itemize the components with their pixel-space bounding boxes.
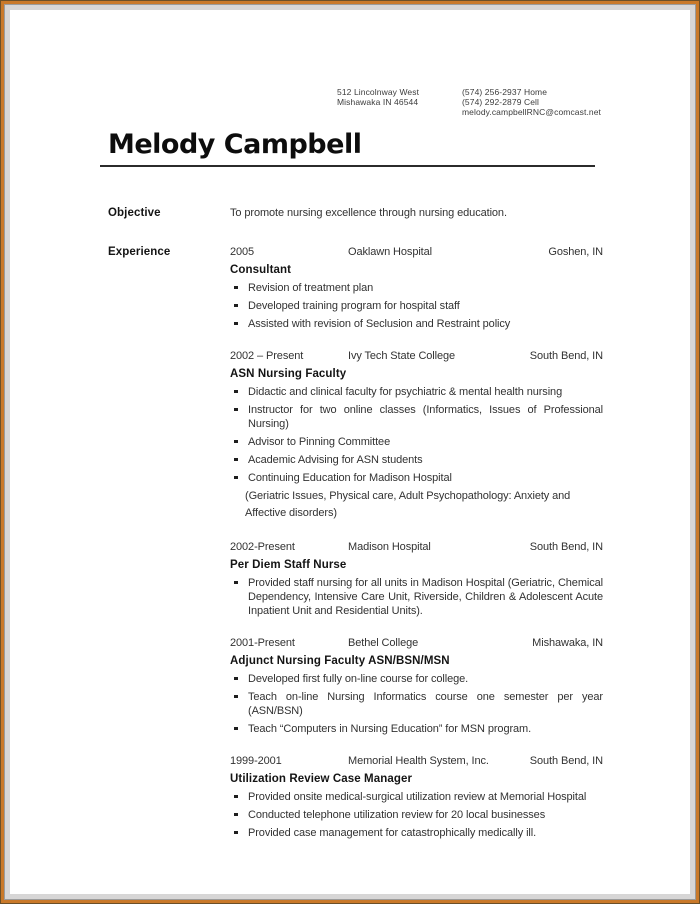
job-organization: Ivy Tech State College: [348, 349, 456, 362]
section-label-experience: Experience: [108, 245, 171, 258]
job-bullet-list: [230, 385, 603, 485]
job-dates: 2002 – Present: [230, 349, 304, 362]
person-name: Melody Campbell: [108, 128, 362, 160]
job-organization: Bethel College: [348, 636, 419, 649]
contact-phone-home: (574) 256-2937 Home: [462, 87, 548, 97]
job-location: Goshen, IN: [548, 245, 603, 258]
job-bullet: Provided case management for catastrophically medically ill.: [230, 826, 603, 840]
contact-email: melody.campbellRNC@comcast.net: [462, 107, 602, 117]
job-entry-bethel: [230, 636, 603, 736]
job-bullet: Developed first fully on-line course for college.: [230, 672, 603, 686]
job-header: [230, 540, 603, 554]
job-organization: Madison Hospital: [348, 540, 431, 553]
job-location: South Bend, IN: [529, 349, 603, 362]
section-label-objective: Objective: [108, 206, 161, 219]
contact-address-line2: Mishawaka IN 46544: [337, 96, 419, 107]
resume-page: [10, 10, 690, 894]
job-dates: 2005: [230, 245, 255, 258]
job-organization: Oaklawn Hospital: [348, 245, 432, 258]
job-dates: 1999-2001: [230, 754, 282, 767]
job-bullet: Assisted with revision of Seclusion and Restraint policy: [230, 317, 603, 331]
job-bullet-list: [230, 576, 603, 618]
resume-body: [108, 206, 603, 840]
job-bullet: Revision of treatment plan: [230, 281, 603, 295]
header-rule: [100, 165, 595, 167]
job-bullet: Teach on-line Nursing Informatics course one semester per year (ASN/BSN): [230, 690, 603, 718]
job-title: Per Diem Staff Nurse: [230, 558, 347, 571]
job-entry-memorial: [230, 754, 603, 840]
experience-jobs: [230, 245, 603, 840]
job-entry-madison: [230, 540, 603, 618]
job-bullet-list: [230, 672, 603, 736]
job-entry-ivy-tech: [230, 349, 603, 522]
job-title: Consultant: [230, 263, 292, 276]
job-location: South Bend, IN: [529, 540, 603, 553]
job-header: [230, 636, 603, 650]
page-matte: [4, 4, 696, 900]
job-bullet: Conducted telephone utilization review for 20 local businesses: [230, 808, 603, 822]
job-title: ASN Nursing Faculty: [230, 367, 347, 380]
job-bullet-note: [230, 488, 603, 522]
job-note-line: (Geriatric Issues, Physical care, Adult Psychopathology: Anxiety and: [245, 489, 571, 502]
job-dates: 2002-Present: [230, 540, 295, 553]
objective-text: To promote nursing excellence through nursing education.: [230, 206, 507, 219]
contact-address-line1: 512 Lincolnway West: [337, 87, 420, 97]
job-bullet: Teach “Computers in Nursing Education” for MSN program.: [230, 722, 603, 736]
job-bullet: Developed training program for hospital staff: [230, 299, 603, 313]
job-bullet: Advisor to Pinning Committee: [230, 435, 603, 449]
job-header: [230, 754, 603, 768]
job-bullet: Academic Advising for ASN students: [230, 453, 603, 467]
job-bullet-list: [230, 790, 603, 840]
contact-phones: [462, 88, 601, 118]
job-bullet-list: [230, 281, 603, 331]
job-organization: Memorial Health System, Inc.: [348, 754, 489, 767]
job-bullet: Provided onsite medical-surgical utilization review at Memorial Hospital: [230, 790, 603, 804]
job-bullet: Continuing Education for Madison Hospital: [230, 471, 603, 485]
job-entry-oaklawn: [230, 245, 603, 331]
job-location: South Bend, IN: [529, 754, 603, 767]
job-title: Adjunct Nursing Faculty ASN/BSN/MSN: [230, 654, 450, 667]
job-title: Utilization Review Case Manager: [230, 772, 413, 785]
job-bullet: Didactic and clinical faculty for psychiatric & mental health nursing: [230, 385, 603, 399]
job-note-line: Affective disorders): [245, 506, 337, 519]
job-dates: 2001-Present: [230, 636, 295, 649]
contact-phone-cell: (574) 292-2879 Cell: [462, 96, 540, 107]
job-header: [230, 245, 603, 259]
job-location: Mishawaka, IN: [532, 636, 603, 649]
job-bullet: Instructor for two online classes (Informatics, Issues of Professional Nursing): [230, 403, 603, 431]
contact-address: [337, 88, 462, 118]
contact-block: [337, 10, 690, 118]
job-header: [230, 349, 603, 363]
job-bullet: Provided staff nursing for all units in Madison Hospital (Geriatric, Chemical Dependency, Intensive Care Unit, Riverside, Children & Adolescent Acute Inpatient Unit and Residential Units).: [230, 576, 603, 618]
